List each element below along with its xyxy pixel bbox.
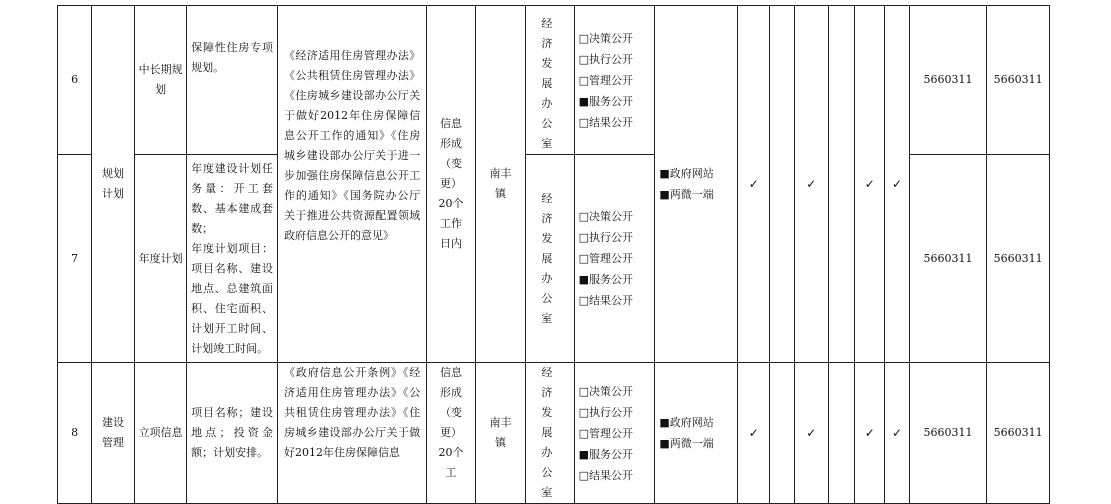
category-label: 规划计划	[101, 167, 124, 200]
scope-item: □决策公开	[578, 31, 634, 45]
scope-item: □决策公开	[578, 210, 634, 223]
table-row	[58, 363, 1050, 504]
subject-cell	[475, 6, 525, 363]
row-number: 6	[58, 6, 92, 155]
row-number: 7	[58, 155, 92, 363]
scope-item: □管理公开	[578, 252, 634, 265]
category-label: 建设管理	[101, 416, 124, 449]
scope-item: □结果公开	[578, 468, 634, 482]
channel-item: ■两微一端	[659, 188, 714, 201]
subcategory-cell	[134, 363, 186, 504]
subject-text: 南丰镇	[489, 167, 512, 200]
content-cell	[187, 363, 278, 504]
time-limit-text: 信息形成（变更）20个工	[438, 366, 464, 479]
department-cell	[526, 6, 574, 155]
channel-cell	[655, 6, 738, 363]
basis-cell	[277, 6, 426, 363]
scope-item: □结果公开	[578, 294, 634, 307]
content-text: 保障性住房专项规划。	[191, 41, 273, 74]
phone-cell: 5660311	[987, 155, 1050, 363]
subcategory-cell	[134, 155, 186, 363]
check-cell: ✓	[738, 363, 770, 504]
department-text: 经济发展办公室	[541, 17, 559, 150]
channel-item: ■政府网站	[659, 416, 714, 429]
category-cell	[92, 363, 134, 504]
basis-cell	[277, 363, 426, 504]
check-cell: ✓	[885, 6, 909, 363]
subcategory-cell	[134, 6, 186, 155]
channel-item: ■两微一端	[659, 437, 714, 450]
check-cell: ✓	[738, 6, 770, 363]
scope-item: ■服务公开	[578, 447, 634, 461]
time-limit-cell	[427, 363, 475, 504]
department-text: 经济发展办公室	[541, 366, 559, 499]
scope-cell	[574, 155, 655, 363]
check-cell: ✓	[794, 363, 828, 504]
check-cell: ✓	[855, 363, 885, 504]
scope-item: □执行公开	[578, 52, 634, 66]
scope-cell	[574, 6, 655, 155]
channel-cell	[655, 363, 738, 504]
content-cell	[187, 6, 278, 155]
subcategory-label: 中长期规划	[138, 63, 183, 96]
scope-item: □决策公开	[578, 384, 634, 398]
subject-cell	[475, 363, 525, 504]
check-cell	[828, 363, 854, 504]
scope-item: ■服务公开	[578, 94, 634, 108]
check-cell: ✓	[855, 6, 885, 363]
department-cell	[526, 155, 574, 363]
department-text: 经济发展办公室	[541, 191, 559, 325]
check-cell	[770, 363, 794, 504]
category-cell	[92, 6, 134, 363]
phone-cell: 5660311	[987, 6, 1050, 155]
scope-item: □结果公开	[578, 115, 634, 129]
content-cell	[187, 155, 278, 363]
phone-cell: 5660311	[987, 363, 1050, 504]
content-text: 年度建设计划任务量：开工套数、基本建成套数； 年度计划项目：项目名称、建设地点、总建筑面积、住宅面积、计划开工时间、计划竣工时间。	[191, 161, 273, 355]
content-text: 项目名称；建设地点；投资金额；计划安排。	[191, 406, 273, 459]
scope-item: ■服务公开	[578, 273, 634, 286]
scope-item: □执行公开	[578, 405, 634, 419]
basis-text: 《政府信息公开条例》《经济适用住房管理办法》《公共租赁住房管理办法》《住房城乡建设部办公厅关于做好2012年住房保障信息	[283, 366, 421, 459]
time-limit-cell	[427, 6, 475, 363]
channel-item: ■政府网站	[659, 167, 714, 180]
scope-item: □管理公开	[578, 73, 634, 87]
check-cell	[828, 6, 854, 363]
row-number: 8	[58, 363, 92, 504]
basis-text: 《经济适用住房管理办法》《公共租赁住房管理办法》《住房城乡建设部办公厅关于做好2012年住房保障信息公开工作的通知》《住房城乡建设部办公厅关于进一步加强住房保障信息公开工作的通知》《国务院办公厅关于推进公共资源配置领域政府信息公开的意见》	[283, 49, 421, 242]
scope-cell	[574, 363, 655, 504]
check-cell: ✓	[794, 6, 828, 363]
disclosure-table	[57, 5, 1050, 504]
subcategory-label: 年度计划	[138, 251, 183, 265]
subject-text: 南丰镇	[489, 416, 512, 449]
phone-cell: 5660311	[909, 363, 987, 504]
table-row	[58, 6, 1050, 155]
time-limit-text: 信息形成（变更）20个工作日内	[438, 117, 464, 250]
phone-cell: 5660311	[909, 155, 987, 363]
department-cell	[526, 363, 574, 504]
scope-item: □执行公开	[578, 231, 634, 244]
check-cell	[770, 6, 794, 363]
scope-item: □管理公开	[578, 426, 634, 440]
subcategory-label: 立项信息	[138, 426, 183, 439]
check-cell: ✓	[885, 363, 909, 504]
phone-cell: 5660311	[909, 6, 987, 155]
